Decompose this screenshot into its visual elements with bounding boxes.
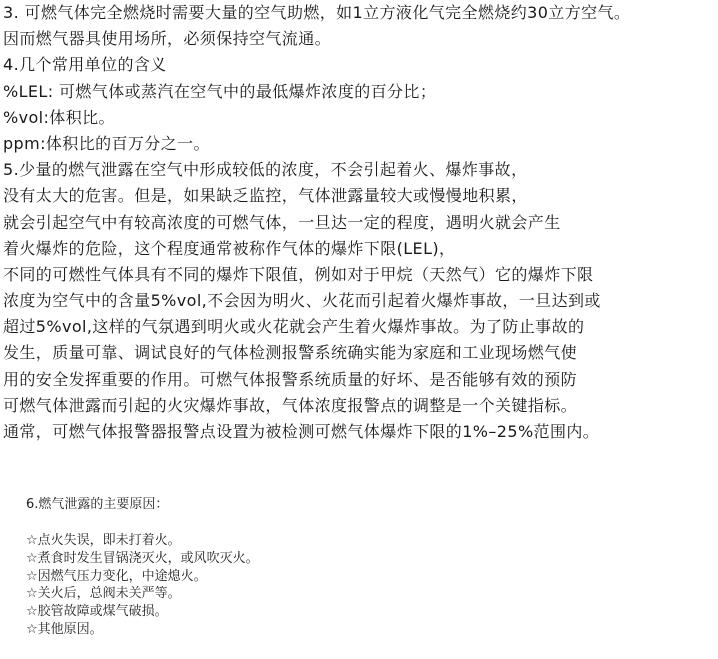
text-line: 因而燃气器具使用场所，必须保持空气流通。 (3, 29, 332, 49)
text-line: 用的安全发挥重要的作用。可燃气体报警系统质量的好坏、是否能够有效的预防 (3, 369, 578, 389)
text-line: 可燃气体泄露而引起的火灾爆炸事故，气体浓度报警点的调整是一个关键指标。 (3, 395, 578, 415)
document-body (3, 0, 715, 445)
leak-causes-section (26, 495, 259, 639)
cause-item: ☆因燃气压力变化，中途熄火。 (26, 568, 207, 584)
cause-item: ☆胶管故障或煤气破损。 (26, 604, 168, 620)
text-line: 3. 可燃气体完全燃烧时需要大量的空气助燃，如1立方液化气完全燃烧约30立方空气。 (3, 3, 631, 22)
text-line: 5.少量的燃气泄露在空气中形成较低的浓度，不会引起着火、爆炸事故， (3, 160, 528, 180)
text-line: 就会引起空气中有较高浓度的可燃气体，一旦达一定的程度，遇明火就会产生 (3, 212, 561, 232)
unit-definition-lel: %LEL: 可燃气体或蒸汽在空气中的最低爆炸浓度的百分比； (3, 81, 437, 101)
text-line: 通常，可燃气体报警器报警点设置为被检测可燃气体爆炸下限的1%–25%范围内。 (3, 422, 600, 441)
cause-item: ☆关火后，总阀未关严等。 (26, 586, 181, 602)
cause-item: ☆点火失误，即未打着火。 (26, 533, 181, 548)
text-line: 着火爆炸的危险，这个程度通常被称作气体的爆炸下限(LEL)， (3, 238, 456, 258)
section-heading-units: 4.几个常用单位的含义 (3, 55, 167, 75)
unit-definition-ppm: ppm:体积比的百万分之一。 (3, 133, 210, 153)
text-line: 没有太大的危害。但是，如果缺乏监控，气体泄露量较大或慢慢地积累， (3, 186, 528, 206)
text-line: 发生，质量可靠、调试良好的气体检测报警系统确实能为家庭和工业现场燃气使 (3, 343, 578, 363)
text-line: 超过5%vol,这样的气氛遇到明火或火花就会产生着火爆炸事故。为了防止事故的 (3, 317, 585, 337)
text-line: 不同的可燃性气体具有不同的爆炸下限值，例如对于甲烷（天然气）它的爆炸下限 (3, 264, 594, 284)
cause-item: ☆煮食时发生冒锅浇灭火，或风吹灭火。 (26, 550, 259, 566)
causes-heading: 6.燃气泄露的主要原因： (26, 497, 169, 512)
text-line: 浓度为空气中的含量5%vol,不会因为明火、火花而引起着火爆炸事故，一旦达到或 (3, 291, 601, 311)
cause-item: ☆其他原因。 (26, 621, 103, 637)
unit-definition-vol: %vol:体积比。 (3, 107, 115, 127)
